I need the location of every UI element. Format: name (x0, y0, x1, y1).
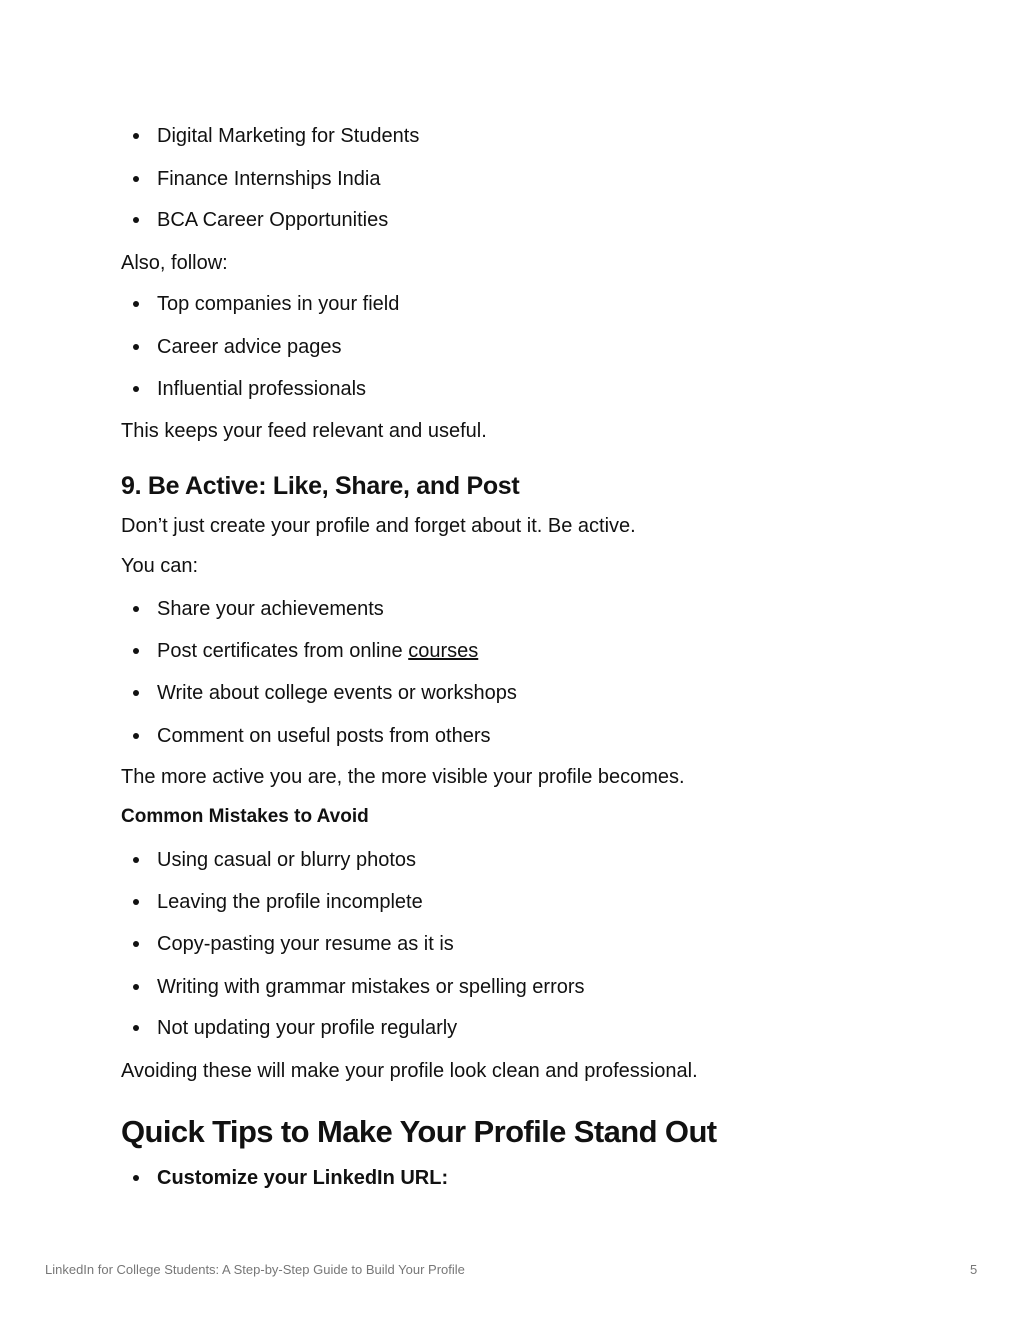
list-item-text: Post certificates from online (157, 640, 409, 662)
section-heading-be-active: 9. Be Active: Like, Share, and Post (121, 472, 520, 500)
list-item-text: Not updating your profile regularly (157, 1017, 458, 1039)
paragraph-you-can: You can: (121, 555, 199, 577)
courses-link[interactable]: courses (408, 640, 479, 662)
list-item-text: Top companies in your field (157, 293, 400, 315)
list-item-text: Career advice pages (157, 336, 342, 358)
footer-title: LinkedIn for College Students: A Step-by-Step Guide to Build Your Profile (45, 1262, 465, 1277)
bullet-icon (133, 217, 139, 223)
bullet-icon (133, 1025, 139, 1031)
bullet-icon (133, 133, 139, 139)
paragraph-intro: Don’t just create your profile and forget about it. Be active. (121, 515, 636, 537)
bullet-icon (133, 899, 139, 905)
list-item-text: Finance Internships India (157, 168, 381, 190)
list-item-colon: : (441, 1167, 449, 1189)
list-item-text-with-link (157, 639, 478, 663)
bullet-icon (133, 176, 139, 182)
section-heading-quick-tips: Quick Tips to Make Your Profile Stand Out (121, 1114, 717, 1149)
paragraph-outro: The more active you are, the more visible your profile becomes. (121, 766, 685, 788)
list-item-text: BCA Career Opportunities (157, 209, 389, 231)
list-item-text: Influential professionals (157, 378, 367, 400)
bullet-icon (133, 984, 139, 990)
bullet-icon (133, 301, 139, 307)
bullet-icon (133, 733, 139, 739)
list-item-text: Comment on useful posts from others (157, 725, 491, 747)
list-item-text: Write about college events or workshops (157, 682, 517, 704)
paragraph-mistakes-outro: Avoiding these will make your profile look clean and professional. (121, 1060, 698, 1082)
bullet-icon (133, 606, 139, 612)
list-item-text: Digital Marketing for Students (157, 125, 420, 147)
bullet-icon (133, 857, 139, 863)
bullet-icon (133, 648, 139, 654)
bullet-icon (133, 1175, 139, 1181)
list-item-text: Using casual or blurry photos (157, 849, 417, 871)
list-item-text: Customize your LinkedIn URL (157, 1167, 442, 1189)
list-item-text: Share your achievements (157, 598, 384, 620)
bullet-icon (133, 941, 139, 947)
bullet-icon (133, 690, 139, 696)
paragraph-also-follow: Also, follow: (121, 252, 228, 274)
bullet-icon (133, 344, 139, 350)
list-item-text: Copy-pasting your resume as it is (157, 933, 454, 955)
list-item-text: Writing with grammar mistakes or spelling errors (157, 976, 585, 998)
bullet-icon (133, 386, 139, 392)
list-item-text: Leaving the profile incomplete (157, 891, 423, 913)
paragraph-feed-note: This keeps your feed relevant and useful. (121, 420, 487, 442)
subheading-common-mistakes: Common Mistakes to Avoid (121, 806, 369, 827)
list-item-text-bold (157, 1166, 448, 1190)
page-number: 5 (970, 1262, 978, 1277)
